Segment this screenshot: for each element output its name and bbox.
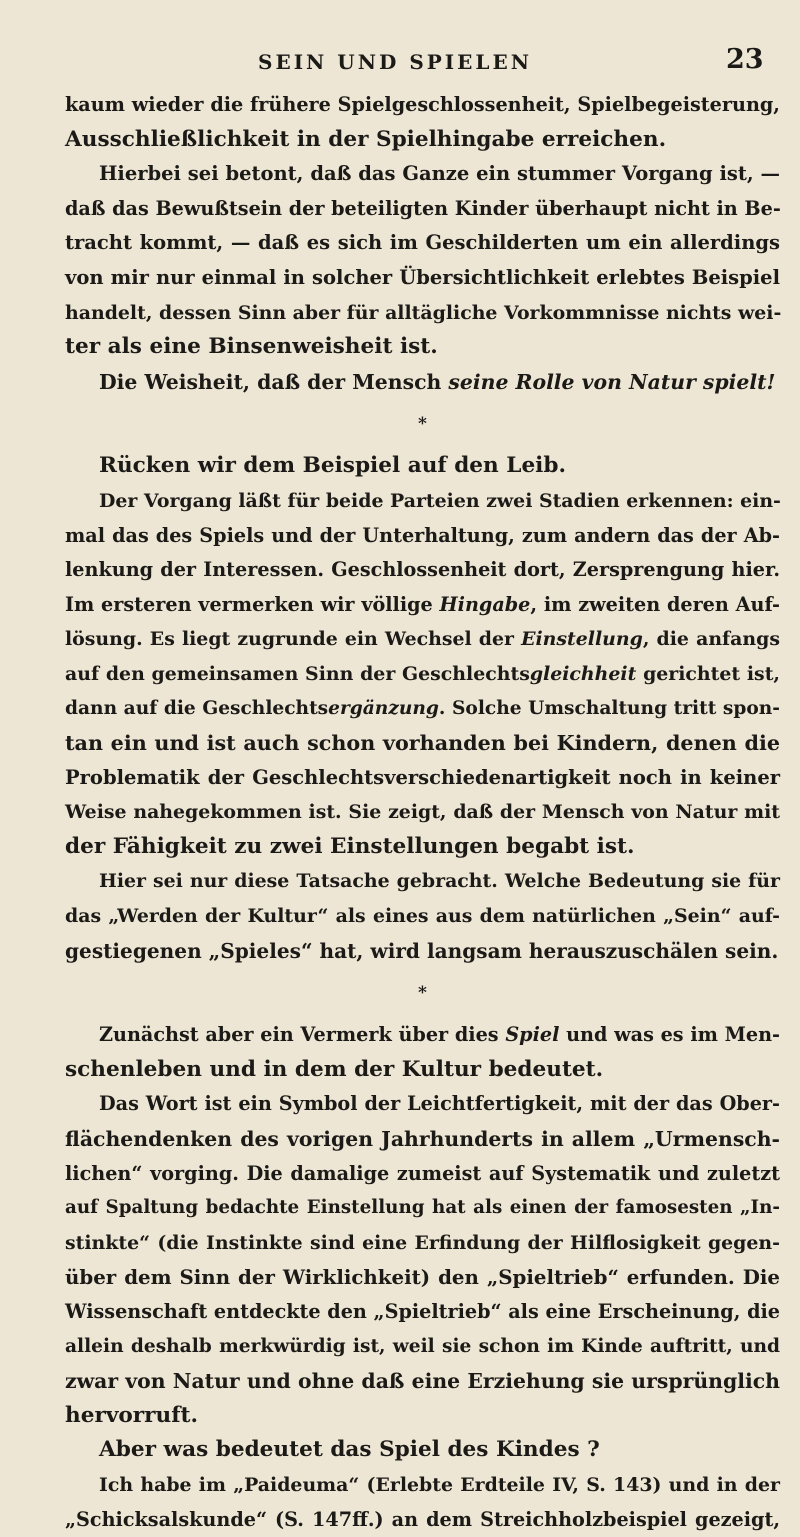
- text-line: Ich habe im „Paideuma“ (Erlebte Erdteile IV, S. 143) und in der: [99, 1473, 780, 1496]
- text-line: [65, 692, 780, 727]
- text-line: Wissenschaft entdeckte den „Spieltrieb“ als eine Erscheinung, die: [65, 1300, 780, 1323]
- text-line: allein deshalb merkwürdig ist, weil sie schon im Kinde auftritt, und: [65, 1335, 780, 1357]
- text-line: flächendenken des vorigen Jahrhunderts in allem „Urmensch-: [65, 1127, 780, 1152]
- text-line: Aber was bedeutet das Spiel des Kindes ?: [99, 1437, 600, 1463]
- text-run: . Solche Umschaltung tritt spon-: [438, 697, 780, 719]
- text-line: Weise nahegekommen ist. Sie zeigt, daß der Mensch von Natur mit: [65, 801, 780, 824]
- text-line: stinkte“ (die Instinkte sind eine Erfindung der Hilflosigkeit gegen-: [65, 1231, 780, 1254]
- emphasis-text: seine Rolle von Natur spielt!: [448, 369, 776, 394]
- running-head: SEIN UND SPIELEN: [258, 50, 532, 74]
- section-separator: *: [418, 414, 427, 435]
- section-separator: *: [418, 983, 427, 1004]
- text-line: der Fähigkeit zu zwei Einstellungen begabt ist.: [65, 833, 635, 859]
- text-line: Rücken wir dem Beispiel auf den Leib.: [99, 453, 567, 479]
- text-line: von mir nur einmal in solcher Übersichtlichkeit erlebtes Beispiel: [65, 265, 780, 289]
- emphasis-text: gleichheit: [529, 662, 637, 685]
- page-header: [0, 0, 800, 90]
- text-line: [65, 657, 780, 692]
- text-run: , die anfangs: [642, 628, 781, 651]
- text-line: auf Spaltung bedachte Einstellung hat als einen der famosesten „In-: [65, 1197, 780, 1219]
- text-run: auf den gemeinsamen Sinn der Geschlechts: [65, 662, 530, 685]
- text-run: Im ersteren vermerken wir völlige: [65, 592, 440, 616]
- text-line: Problematik der Geschlechtsverschiedenartigkeit noch in keiner: [65, 765, 780, 789]
- text-line: schenleben und in dem der Kultur bedeutet.: [65, 1056, 604, 1082]
- text-run: , im zweiten deren Auf-: [530, 592, 780, 616]
- text-line: lenkung der Interessen. Geschlossenheit dort, Zersprengung hier.: [65, 558, 780, 582]
- text-line: zwar von Natur und ohne daß eine Erziehung sie ursprünglich: [65, 1369, 780, 1394]
- text-line: [65, 588, 780, 623]
- text-line: Hier sei nur diese Tatsache gebracht. Welche Bedeutung sie für: [99, 870, 780, 893]
- text-run: Die Weisheit, daß der Mensch: [99, 369, 449, 394]
- text-line: lichen“ vorging. Die damalige zumeist auf Systematik und zuletzt: [65, 1161, 780, 1185]
- text-line: ter als eine Binsenweisheit ist.: [65, 334, 438, 360]
- text-line: kaum wieder die frühere Spielgeschlossenheit, Spielbegeisterung,: [65, 93, 780, 116]
- text-line: [65, 365, 780, 400]
- text-run: Zunächst aber ein Vermerk über dies: [99, 1023, 506, 1047]
- text-run: und was es im Men-: [559, 1023, 780, 1047]
- text-line: tracht kommt, — daß es sich im Geschilderten um ein allerdings: [65, 231, 780, 255]
- text-run: dann auf die Geschlechts: [65, 697, 329, 719]
- text-line: das „Werden der Kultur“ als eines aus dem natürlichen „Sein“ auf-: [65, 905, 780, 928]
- text-run: lösung. Es liegt zugrunde ein Wechsel der: [65, 628, 522, 651]
- emphasis-text: Hingabe: [439, 592, 531, 616]
- text-line: tan ein und ist auch schon vorhanden bei Kindern, denen die: [65, 731, 780, 756]
- text-line: „Schicksalskunde“ (S. 147ff.) an dem Streichholzbeispiel gezeigt,: [65, 1507, 780, 1531]
- body-text: [65, 88, 780, 1537]
- text-line: [65, 1018, 780, 1053]
- text-line: Hierbei sei betont, daß das Ganze ein stummer Vorgang ist, —: [99, 162, 780, 186]
- page-number: 23: [726, 44, 764, 75]
- text-line: mal das des Spiels und der Unterhaltung, zum andern das der Ab-: [65, 523, 780, 547]
- text-line: über dem Sinn der Wirklichkeit) den „Spieltrieb“ erfunden. Die: [65, 1265, 780, 1290]
- text-line: handelt, dessen Sinn aber für alltägliche Vorkommnisse nichts wei-: [65, 301, 782, 324]
- emphasis-text: ergänzung: [328, 697, 439, 719]
- text-line: [65, 622, 780, 657]
- text-line: Der Vorgang läßt für beide Parteien zwei Stadien erkennen: ein-: [99, 489, 781, 512]
- emphasis-text: Einstellung: [521, 628, 643, 651]
- text-line: daß das Bewußtsein der beteiligten Kinder überhaupt nicht in Be-: [65, 196, 781, 220]
- emphasis-text: Spiel: [505, 1023, 560, 1047]
- text-line: gestiegenen „Spieles“ hat, wird langsam herauszuschälen sein.: [65, 938, 779, 963]
- text-run: gerichtet ist,: [636, 662, 780, 685]
- text-line: hervorruft.: [65, 1402, 198, 1428]
- text-line: Ausschließlichkeit in der Spielhingabe erreichen.: [65, 126, 667, 152]
- text-line: Das Wort ist ein Symbol der Leichtfertigkeit, mit der das Ober-: [99, 1092, 780, 1116]
